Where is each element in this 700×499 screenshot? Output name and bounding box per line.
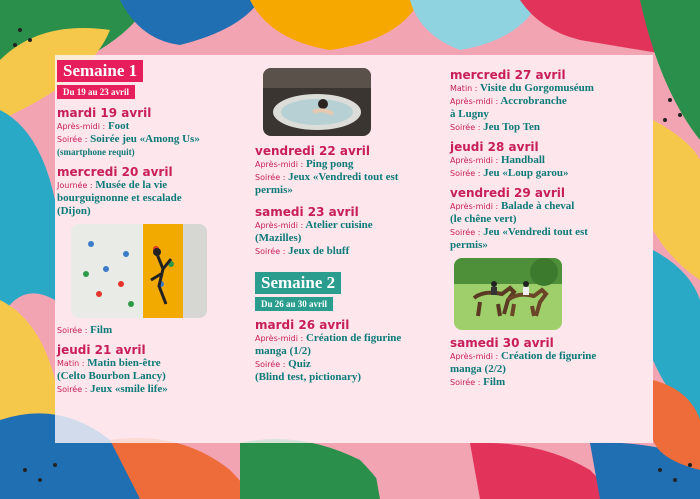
day-title: mercredi 27 avril	[450, 68, 566, 82]
activity-label: Après-midi :	[255, 221, 304, 230]
activity-label: Soirée :	[255, 173, 286, 182]
week2-title: Semaine 2	[255, 272, 341, 294]
activity-text: Création de figurine	[305, 332, 402, 344]
horse-riding-image	[454, 258, 562, 330]
activity-text: Jeux «Vendredi tout est	[288, 171, 399, 183]
day-jeudi-21	[57, 343, 242, 396]
day-title: samedi 30 avril	[450, 336, 554, 350]
activity-label: Soirée :	[450, 123, 481, 132]
week2-dates: Du 26 au 30 avril	[255, 297, 333, 311]
day-mardi-26	[255, 318, 445, 384]
activity-text: Matin bien-être	[87, 357, 161, 369]
horse-riding-photo	[454, 258, 562, 330]
activity-label: Matin :	[57, 359, 85, 368]
day-title: mardi 26 avril	[255, 318, 350, 332]
activity-label: Soirée :	[57, 385, 88, 394]
activity-label: Après-midi :	[450, 156, 499, 165]
activity-text: (smartphone requit)	[57, 147, 135, 157]
activity-text: (Celto Bourbon Lancy)	[57, 370, 166, 382]
day-mercredi-27	[450, 68, 650, 134]
activity-text: Accrobranche	[500, 95, 567, 107]
day-title: jeudi 21 avril	[57, 343, 146, 357]
day-samedi-23	[255, 205, 445, 258]
day-samedi-30	[450, 336, 650, 389]
column-3	[450, 62, 650, 389]
activity-text: permis»	[450, 239, 488, 251]
activity-text: Ping pong	[305, 158, 354, 170]
activity-text: Film	[90, 324, 113, 336]
activity-label: Matin :	[450, 84, 478, 93]
week1-dates: Du 19 au 23 avril	[57, 85, 135, 99]
activity-text: Handball	[500, 154, 545, 166]
day-vendredi-22	[255, 144, 445, 197]
day-mardi-19	[57, 106, 242, 159]
activity-text: Musée de la vie	[95, 179, 168, 191]
activity-text: (Blind test, pictionary)	[255, 371, 362, 383]
day-jeudi-28	[450, 140, 650, 180]
activity-text: Atelier cuisine	[305, 219, 373, 231]
day-vendredi-29	[450, 186, 650, 252]
activity-label: Soirée :	[57, 135, 88, 144]
activity-text: manga (1/2)	[255, 345, 311, 357]
activity-label: Après-midi :	[255, 334, 304, 343]
activity-label: Journée :	[57, 181, 93, 190]
week1-header	[57, 60, 242, 100]
activity-text: Balade à cheval	[500, 200, 575, 212]
activity-label: Après-midi :	[450, 202, 499, 211]
activity-label: Après-midi :	[57, 122, 106, 131]
day-title: vendredi 22 avril	[255, 144, 370, 158]
activity-text: Film	[483, 376, 506, 388]
activity-text: (Mazilles)	[255, 232, 302, 244]
activity-text: bourguignonne et escalade	[57, 192, 182, 204]
activity-text: à Lugny	[450, 108, 489, 120]
climbing-photo	[71, 224, 207, 318]
activity-text: Jeu «Loup garou»	[483, 167, 569, 179]
activity-label: Soirée :	[450, 169, 481, 178]
climbing-wall-image	[71, 224, 207, 318]
activity-text: Création de figurine	[500, 350, 597, 362]
activity-label: Après-midi :	[450, 97, 499, 106]
activity-text: Quiz	[288, 358, 311, 370]
activity-label: Soirée :	[450, 228, 481, 237]
day-title: samedi 23 avril	[255, 205, 359, 219]
activity-text: permis»	[255, 184, 293, 196]
column-1	[57, 60, 242, 396]
column-2	[255, 68, 445, 384]
activity-text: Jeu Top Ten	[483, 121, 541, 133]
activity-text: manga (2/2)	[450, 363, 506, 375]
day-mercredi-20	[57, 165, 242, 337]
activity-text: Jeu «Vendredi tout est	[483, 226, 588, 238]
activity-text: Visite du Gorgomuséum	[480, 82, 594, 94]
activity-label: Après-midi :	[450, 352, 499, 361]
activity-text: Jeux «smile life»	[90, 383, 168, 395]
day-title: jeudi 28 avril	[450, 140, 539, 154]
activity-text: Jeux de bluff	[288, 245, 350, 257]
day-title: vendredi 29 avril	[450, 186, 565, 200]
activity-text: Soirée jeu «Among Us»	[90, 133, 200, 145]
week2-header	[255, 272, 445, 312]
activity-text: (le chêne vert)	[450, 213, 517, 225]
spa-pool-image	[263, 68, 371, 136]
day-title: mardi 19 avril	[57, 106, 152, 120]
activity-label: Soirée :	[57, 326, 88, 335]
activity-text: (Dijon)	[57, 205, 91, 217]
day-title: mercredi 20 avril	[57, 165, 173, 179]
activity-label: Soirée :	[255, 247, 286, 256]
week1-title: Semaine 1	[57, 60, 143, 82]
activity-text: Foot	[107, 120, 130, 132]
activity-label: Après-midi :	[255, 160, 304, 169]
spa-photo	[263, 68, 371, 136]
activity-label: Soirée :	[450, 378, 481, 387]
activity-label: Soirée :	[255, 360, 286, 369]
